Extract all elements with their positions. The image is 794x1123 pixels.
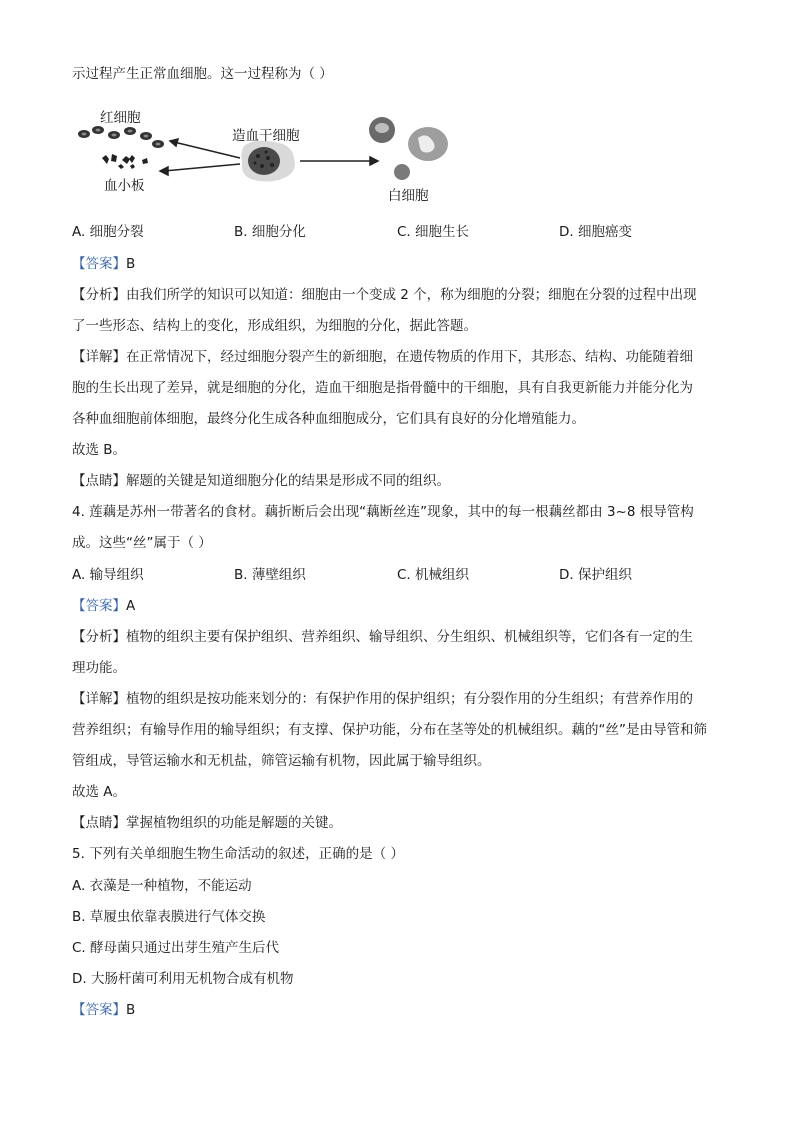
q4-analysis-line-1 xyxy=(72,627,722,647)
q3-option-a: A. 细胞分裂 xyxy=(72,224,144,240)
q4-stem-line-1: 4. 莲藕是苏州一带著名的食材。藕折断后会出现“藕断丝连”现象，其中的每一根藕丝都由 3~8 根导管构 xyxy=(72,504,694,520)
q5-answer xyxy=(72,1000,722,1020)
q3-detail-line-2: 胞的生长出现了差异，就是细胞的分化，造血干细胞是指骨髓中的干细胞，具有自我更新能力并能分化为 xyxy=(72,380,693,396)
q3-choose: 故选 B。 xyxy=(72,442,127,458)
answer-value: B xyxy=(126,1002,136,1018)
q4-option-a: A. 输导组织 xyxy=(72,567,144,583)
q4-analysis-line-2: 理功能。 xyxy=(72,660,126,676)
q5-option-c: C. 酵母菌只通过出芽生殖产生后代 xyxy=(72,940,280,956)
q4-comment xyxy=(72,813,722,833)
q4-option-d: D. 保护组织 xyxy=(559,567,632,583)
detail-text: 植物的组织是按功能来划分的：有保护作用的保护组织；有分裂作用的分生组织；有营养作用的 xyxy=(126,691,693,707)
q4-detail-line-2: 营养组织；有输导作用的输导组织；有支撑、保护功能，分布在茎等处的机械组织。藕的“丝”是由导管和筛 xyxy=(72,722,707,738)
q3-option-b: B. 细胞分化 xyxy=(234,224,306,240)
detail-tag: 【详解】 xyxy=(72,691,126,707)
comment-text: 掌握植物组织的功能是解题的关键。 xyxy=(126,815,342,831)
white-cell-label: 白细胞 xyxy=(388,188,429,204)
q4-answer xyxy=(72,596,722,616)
answer-tag: 【答案】 xyxy=(72,598,126,614)
answer-value: B xyxy=(126,256,136,272)
q4-option-b: B. 薄壁组织 xyxy=(234,567,306,583)
stem-cell-icon xyxy=(241,141,295,182)
q5-option-b: B. 草履虫依靠表膜进行气体交换 xyxy=(72,909,266,925)
q4-stem-line-2: 成。这些“丝”属于（ ） xyxy=(72,535,212,551)
q3-option-c: C. 细胞生长 xyxy=(397,224,470,240)
analysis-tag: 【分析】 xyxy=(72,629,126,645)
q3-analysis-line-2: 了一些形态、结构上的变化，形成组织，为细胞的分化，据此答题。 xyxy=(72,318,477,334)
q5-option-d: D. 大肠杆菌可利用无机物合成有机物 xyxy=(72,971,294,987)
q5-option-a: A. 衣藻是一种植物，不能运动 xyxy=(72,878,252,894)
q5-stem: 5. 下列有关单细胞生物生命活动的叙述，正确的是（ ） xyxy=(72,846,404,862)
arrows-left-icon xyxy=(160,139,240,175)
comment-text: 解题的关键是知道细胞分化的结果是形成不同的组织。 xyxy=(126,473,450,489)
q4-detail-line-3: 管组成，导管运输水和无机盐，筛管运输有机物，因此属于输导组织。 xyxy=(72,753,491,769)
q3-analysis-line-1 xyxy=(72,285,722,305)
detail-text: 在正常情况下，经过细胞分裂产生的新细胞，在遗传物质的作用下，其形态、结构、功能随着细 xyxy=(126,349,693,365)
arrow-right-icon xyxy=(300,157,378,165)
red-cell-label: 红细胞 xyxy=(100,110,141,126)
analysis-tag: 【分析】 xyxy=(72,287,126,303)
q3-option-d: D. 细胞癌变 xyxy=(559,224,632,240)
analysis-text: 由我们所学的知识可以知道：细胞由一个变成 2 个，称为细胞的分裂；细胞在分裂的过程中出现 xyxy=(126,287,697,303)
platelets-icon xyxy=(102,154,148,169)
answer-tag: 【答案】 xyxy=(72,256,126,272)
stem-cell-label: 造血干细胞 xyxy=(232,128,300,144)
platelet-label: 血小板 xyxy=(104,178,145,194)
q3-stem-tail: 示过程产生正常血细胞。这一过程称为（ ） xyxy=(72,66,333,82)
comment-tag: 【点睛】 xyxy=(72,473,126,489)
q4-option-c: C. 机械组织 xyxy=(397,567,470,583)
q3-answer xyxy=(72,254,722,274)
comment-tag: 【点睛】 xyxy=(72,815,126,831)
q4-detail-line-1 xyxy=(72,689,722,709)
hematopoiesis-figure xyxy=(72,108,472,208)
analysis-text: 植物的组织主要有保护组织、营养组织、输导组织、分生组织、机械组织等，它们各有一定的生 xyxy=(126,629,693,645)
red-blood-cells-icon xyxy=(78,126,164,148)
q4-choose: 故选 A。 xyxy=(72,784,127,800)
q3-detail-line-1 xyxy=(72,347,722,367)
q3-detail-line-3: 各种血细胞前体细胞，最终分化生成各种血细胞成分，它们具有良好的分化增殖能力。 xyxy=(72,411,585,427)
white-blood-cells-icon xyxy=(369,117,448,180)
detail-tag: 【详解】 xyxy=(72,349,126,365)
answer-value: A xyxy=(126,598,136,614)
q3-comment xyxy=(72,471,722,491)
answer-tag: 【答案】 xyxy=(72,1002,126,1018)
